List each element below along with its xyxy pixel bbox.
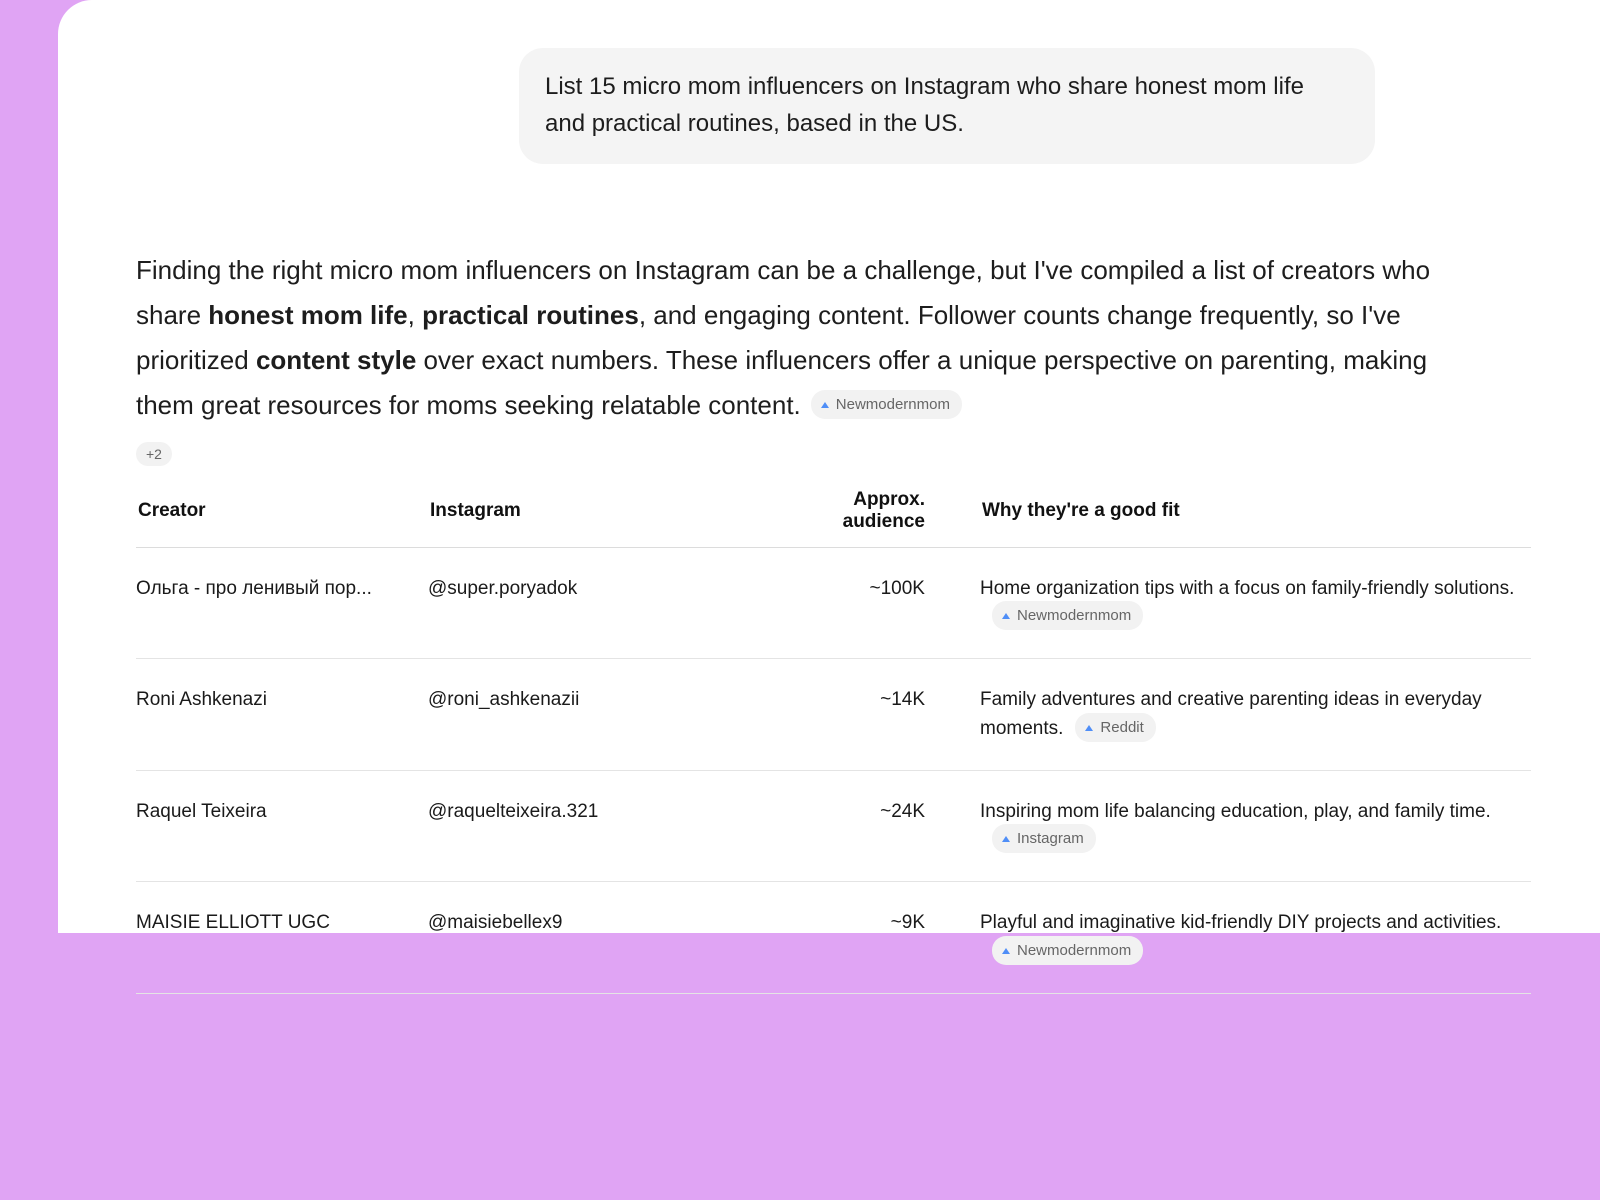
source-favicon-icon — [1002, 612, 1011, 619]
source-chip[interactable] — [992, 601, 1143, 630]
audience-size: ~9K — [768, 882, 925, 993]
creator-name: Ольга - про ленивый пор... — [136, 548, 428, 659]
source-chip-label: Newmodernmom — [1017, 607, 1132, 625]
table-header-row — [136, 474, 1531, 548]
answer-text-part2: , and engaging content. Follower counts change frequently, so I've prioritized — [136, 300, 1401, 375]
fit-reason-text: Family adventures and creative parenting ideas in everyday moments. — [980, 689, 1482, 740]
audience-size: ~100K — [768, 548, 925, 659]
source-chip-label: Newmodernmom — [835, 395, 950, 413]
source-chip-label: Instagram — [1017, 830, 1084, 848]
source-favicon-icon — [1085, 724, 1094, 731]
header-why: Why they're a good fit — [925, 474, 1531, 548]
audience-size: ~24K — [768, 770, 925, 881]
creator-name: MAISIE ELLIOTT UGC — [136, 882, 428, 993]
source-chip[interactable] — [992, 824, 1096, 853]
audience-size: ~14K — [768, 659, 925, 770]
source-chip[interactable] — [1075, 713, 1155, 742]
fit-reason — [925, 659, 1531, 770]
source-favicon-icon — [1002, 835, 1011, 842]
header-audience: Approx. audience — [768, 474, 925, 548]
source-chip[interactable] — [992, 936, 1143, 965]
instagram-handle: @raquelteixeira.321 — [428, 770, 768, 881]
fit-reason-text: Playful and imaginative kid-friendly DIY projects and activities. — [980, 912, 1502, 934]
fit-reason-text: Home organization tips with a focus on family-friendly solutions. — [980, 578, 1515, 599]
chat-panel — [58, 0, 1600, 959]
user-message-text: List 15 micro mom influencers on Instagram who share honest mom life and practical routines, based in the US. — [545, 73, 1304, 137]
influencer-table — [136, 474, 1531, 994]
source-chip[interactable] — [811, 390, 962, 419]
creator-name: Roni Ashkenazi — [136, 659, 428, 770]
table-row — [136, 548, 1531, 659]
answer-bold-honest: honest mom life — [208, 300, 408, 330]
instagram-handle: @roni_ashkenazii — [428, 659, 768, 770]
source-favicon-icon — [1002, 947, 1011, 954]
table-row — [136, 770, 1531, 881]
answer-text-sep: , — [407, 300, 423, 330]
answer-bold-routines: practical routines — [422, 300, 639, 330]
user-message-bubble — [519, 48, 1375, 164]
table-row — [136, 882, 1531, 993]
fit-reason-text: Inspiring mom life balancing education, play, and family time. — [980, 800, 1491, 822]
instagram-handle: @maisiebellex9 — [428, 882, 768, 993]
more-sources-chip[interactable]: +2 — [136, 442, 172, 466]
instagram-handle: @super.poryadok — [428, 548, 768, 659]
fit-reason — [925, 882, 1531, 993]
fit-reason — [925, 770, 1531, 881]
header-creator: Creator — [136, 474, 428, 548]
source-chip-label: Reddit — [1100, 718, 1144, 736]
source-favicon-icon — [821, 401, 830, 408]
answer-bold-content-style: content style — [255, 345, 417, 375]
answer-text-part3: over exact numbers. These influencers offer a unique perspective on parenting, making them great resources for moms seeking relatable content. — [136, 345, 1428, 420]
assistant-answer — [136, 248, 1456, 428]
header-instagram: Instagram — [428, 474, 768, 548]
source-chip-label: Newmodernmom — [1017, 941, 1132, 959]
table-row — [136, 659, 1531, 770]
creator-name: Raquel Teixeira — [136, 770, 428, 881]
fit-reason — [925, 548, 1531, 659]
answer-text-part1: Finding the right micro mom influencers on Instagram can be a challenge, but I've compiled a list of creators who share — [136, 255, 1431, 330]
